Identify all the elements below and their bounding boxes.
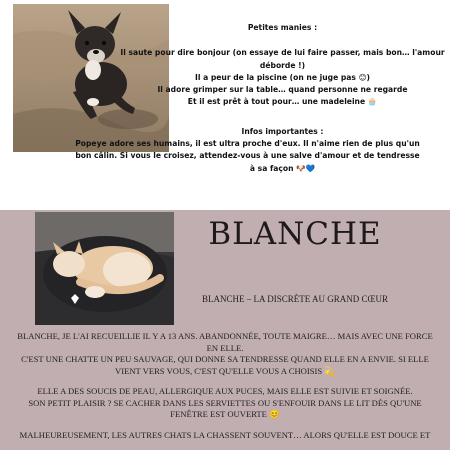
paragraph-line: FENÊTRE EST OUVERTE 😊 [170,409,280,419]
manies-line: Il saute pour dire bonjour (on essaye de lui faire passer, mais bon… l'amour [120,48,445,58]
manies-line: déborde !) [259,60,306,70]
paragraph [0,331,450,377]
manies-line: Et il est prêt à tout pour… une madeleine 🧁 [187,97,378,107]
paragraph-line: MALHEUREUSEMENT, LES AUTRES CHATS LA CHASSENT SOUVENT… ALORS QU'ELLE EST DOUCE ET [19,429,431,440]
dog-section [0,0,450,205]
paragraph-line: EN ELLE. [206,342,244,353]
paragraph [0,430,450,442]
cat-name-title: BLANCHE [208,216,382,252]
infos-line: bon câlin. Si vous le croisez, attendez-vous à une salve d'amour et de tendresse [75,151,420,161]
manies-line: Il adore grimper sur la table… quand personne ne regarde [157,85,408,95]
infos-title: Infos importantes : [241,126,324,136]
paragraph-line: BLANCHE, JE L'AI RECUEILLIE IL Y A 13 ANS. ABANDONNÉE, TOUTE MAIGRE… MAIS AVEC UNE FORCE [17,331,433,341]
infos-line: Popeye adore ses humains, il est ultra proche d'eux. Il n'aime rien de plus qu'un [75,139,420,149]
manies-title: Petites manies : [247,23,318,32]
dog-info-text [75,22,450,175]
cat-subtitle: BLANCHE – LA DISCRÈTE AU GRAND CŒUR [201,294,388,304]
paragraph-line: C'EST UNE CHATTE UN PEU SAUVAGE, QUI DONNE SA TENDRESSE QUAND ELLE EN A ENVIE. SI ELLE [21,354,429,364]
paragraph-line: SON PETIT PLAISIR ? SE CACHER DANS LES SERVIETTES OU S'ENFOUIR DANS LE LIT DÈS QU'UNE [28,397,422,408]
cat-photo [35,212,174,325]
paragraph-line: VIENT VERS VOUS, C'EST QU'ELLE VOUS A CHOISIS 💫 [115,365,335,376]
paragraph-line: ELLE A DES SOUCIS DE PEAU, ALLERGIQUE AUX PUCES, MAIS ELLE EST SUIVIE ET SOIGNÉE. [37,386,413,396]
cat-description [0,331,450,450]
manies-line: Il a peur de la piscine (on ne juge pas 😊) [195,72,370,82]
paragraph [0,386,450,421]
infos-line: à sa façon 🐶💙 [249,163,316,173]
